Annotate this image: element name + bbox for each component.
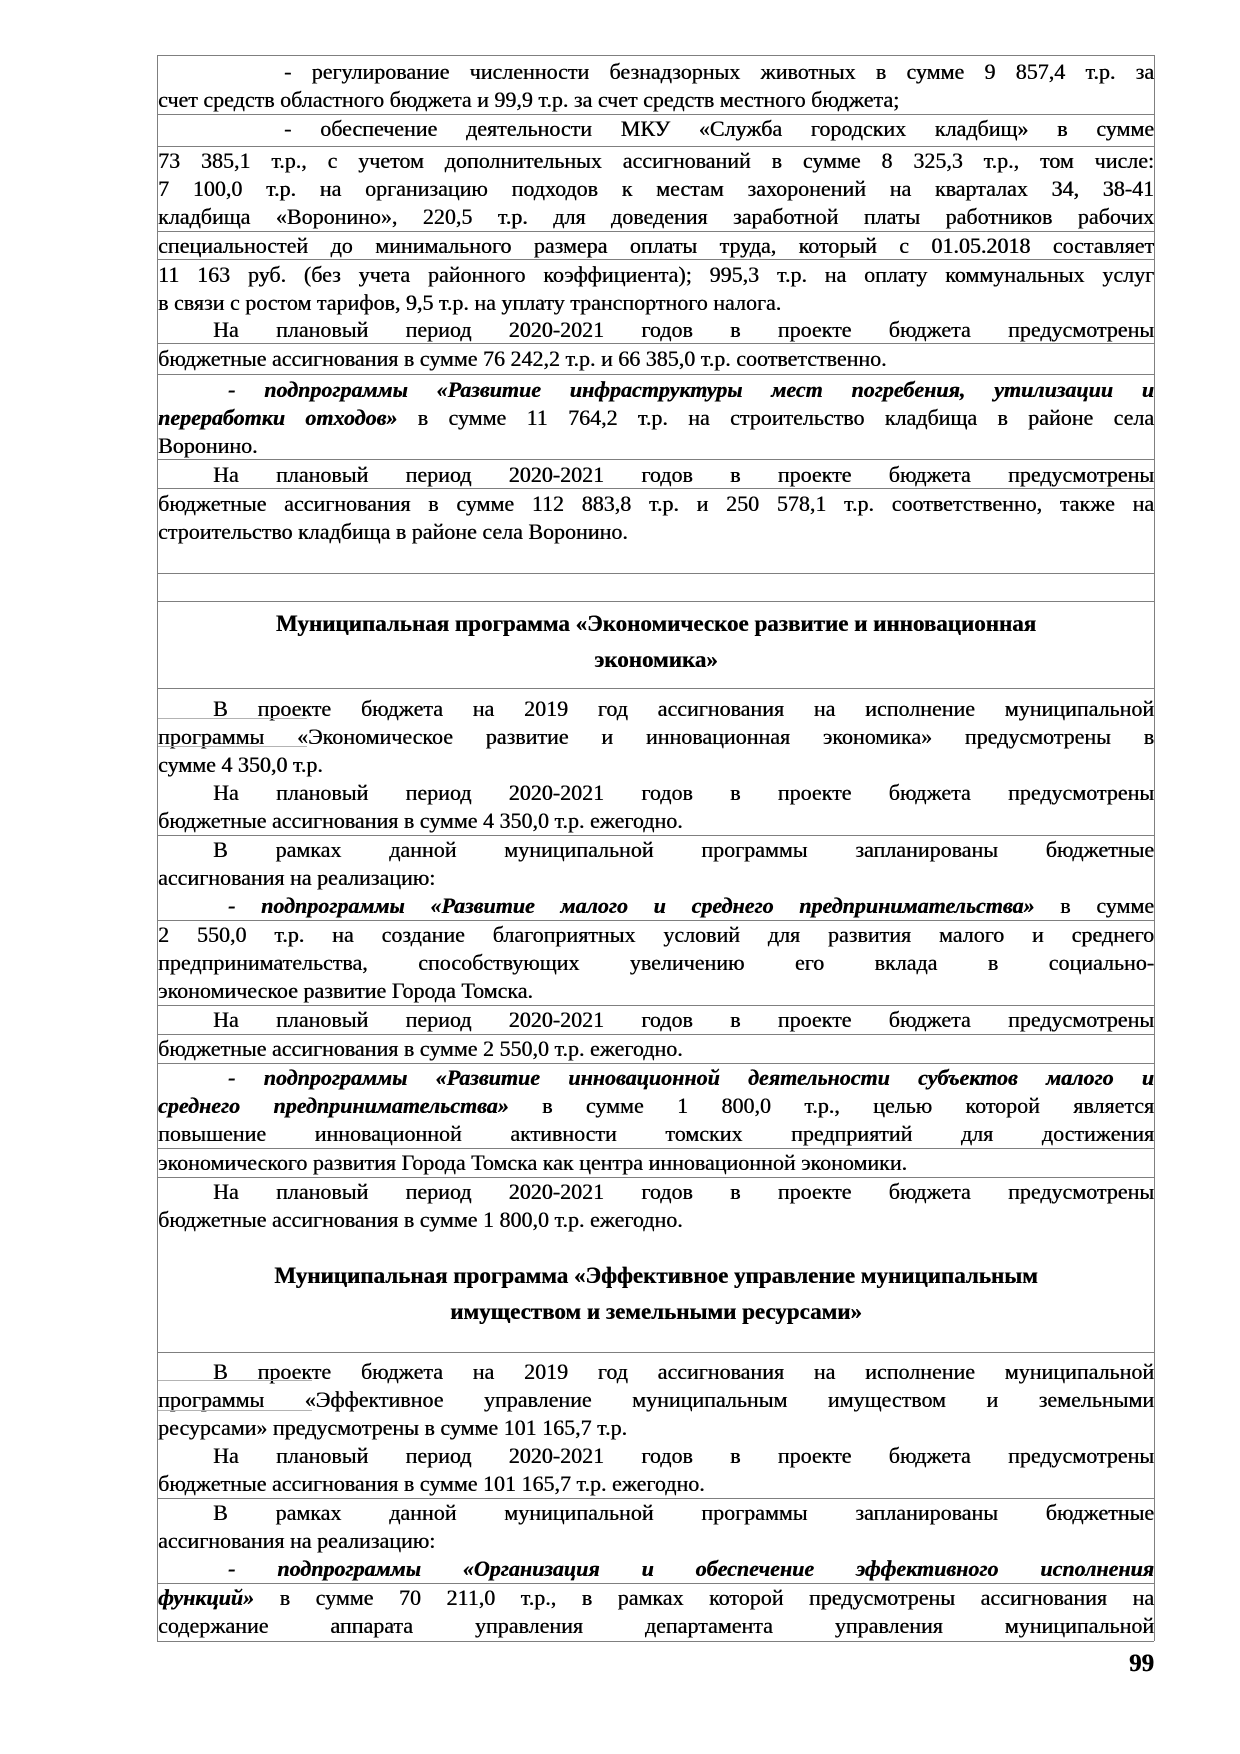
text-line (158, 921, 1154, 949)
text-line (158, 1555, 1154, 1583)
table-row-rule (157, 1148, 1154, 1149)
table-row-rule-partial (157, 1380, 312, 1381)
body-text: в связи с ростом тарифов, 9,5 т.р. на уплату транспортного налога. (158, 290, 782, 315)
section-heading-line (158, 1262, 1154, 1290)
text-line (158, 1149, 1154, 1177)
text-line (158, 404, 1154, 432)
text-line (158, 289, 1154, 317)
table-row-rule (157, 55, 1154, 56)
table-row-rule (157, 1641, 1154, 1642)
table-row-rule (157, 920, 1154, 921)
text-line (158, 1035, 1154, 1063)
table-row-rule (157, 1498, 1154, 1499)
text-line (158, 1442, 1154, 1470)
body-text: специальностей до минимального размера оплаты труда, который с 01.05.2018 составляет (158, 233, 1154, 258)
table-row-rule-partial (157, 746, 307, 747)
subprogram-name-text: переработки отходов» (158, 405, 398, 430)
table-row-rule (157, 1583, 1154, 1584)
text-line (158, 751, 1154, 779)
table-row-rule (157, 688, 1154, 689)
body-text: имуществом и земельными ресурсами» (450, 1299, 862, 1324)
body-text: Муниципальная программа «Эффективное управление муниципальным (274, 1263, 1038, 1288)
body-text: Муниципальная программа «Экономическое развитие и инновационная (275, 611, 1037, 636)
body-text: сумме 4 350,0 т.р. (158, 752, 323, 777)
text-line (158, 261, 1154, 289)
text-line (158, 147, 1154, 175)
text-line (158, 86, 1154, 114)
text-line (158, 518, 1154, 546)
body-text: На плановый период 2020-2021 годов в проекте бюджета предусмотрены (213, 462, 1154, 487)
text-line (158, 892, 1154, 920)
table-border-right (1154, 55, 1155, 1641)
text-line (158, 779, 1154, 807)
body-text: В рамках данной муниципальной программы запланированы бюджетные (213, 1500, 1154, 1525)
body-text: в сумме 11 764,2 т.р. на строительство кладбища в районе села (397, 405, 1154, 430)
body-text: бюджетные ассигнования в сумме 1 800,0 т.р. ежегодно. (158, 1207, 683, 1232)
table-row-rule (157, 1177, 1154, 1178)
subprogram-name-text: - подпрограммы «Развитие инновационной деятельности субъектов малого и (228, 1065, 1154, 1090)
text-line (158, 723, 1154, 751)
table-row-rule-partial (157, 718, 307, 719)
body-text: содержание аппарата управления департамента управления муниципальной (158, 1613, 1154, 1638)
body-text: Воронино. (158, 433, 258, 458)
table-row-rule (157, 573, 1154, 574)
body-text: бюджетные ассигнования в сумме 112 883,8 т.р. и 250 578,1 т.р. соответственно, также на (158, 491, 1154, 516)
text-line (158, 1470, 1154, 1498)
table-row-rule (157, 1352, 1154, 1353)
text-line (158, 1414, 1154, 1442)
table-row-rule (157, 146, 1154, 147)
subprogram-name-text: - подпрограммы «Развитие малого и среднего предпринимательства» (228, 893, 1035, 918)
table-row-rule (157, 343, 1154, 344)
section-heading-line (158, 1298, 1154, 1326)
table-row-rule (157, 1063, 1154, 1064)
subprogram-name-text: среднего предпринимательства» (158, 1093, 509, 1118)
body-text: 11 163 руб. (без учета районного коэффициента); 995,3 т.р. на оплату коммунальных услуг (158, 262, 1154, 287)
body-text: 73 385,1 т.р., с учетом дополнительных ассигнований в сумме 8 325,3 т.р., том числе: (158, 148, 1154, 173)
table-row-rule (157, 374, 1154, 375)
table-row-rule (157, 459, 1154, 460)
text-line (158, 58, 1154, 86)
body-text: строительство кладбища в районе села Воронино. (158, 519, 628, 544)
table-row-rule (157, 1034, 1154, 1035)
body-text: ресурсами» предусмотрены в сумме 101 165,7 т.р. (158, 1415, 627, 1440)
body-text: 7 100,0 т.р. на организацию подходов к местам захоронений на кварталах 34, 38-41 (158, 176, 1154, 201)
text-line (158, 836, 1154, 864)
body-text: в сумме (1034, 893, 1154, 918)
text-line (158, 977, 1154, 1005)
text-line (158, 175, 1154, 203)
body-text: На плановый период 2020-2021 годов в проекте бюджета предусмотрены (213, 1179, 1154, 1204)
text-line (158, 232, 1154, 260)
body-text: На плановый период 2020-2021 годов в проекте бюджета предусмотрены (213, 1443, 1154, 1468)
body-text: в сумме 70 211,0 т.р., в рамках которой предусмотрены ассигнования на (254, 1585, 1154, 1610)
body-text: - регулирование численности безнадзорных животных в сумме 9 857,4 т.р. за (284, 59, 1154, 84)
text-line (158, 1206, 1154, 1234)
text-line (158, 115, 1154, 143)
body-text: - обеспечение деятельности МКУ «Служба городских кладбищ» в сумме (284, 116, 1154, 141)
text-line (158, 345, 1154, 373)
body-text: бюджетные ассигнования в сумме 76 242,2 т.р. и 66 385,0 т.р. соответственно. (158, 346, 887, 371)
text-line (158, 1092, 1154, 1120)
body-text: ассигнования на реализацию: (158, 1528, 436, 1553)
table-row-rule (157, 601, 1154, 602)
text-line (158, 1527, 1154, 1555)
body-text: В проекте бюджета на 2019 год ассигнования на исполнение муниципальной (213, 1359, 1154, 1384)
body-text: экономика» (594, 647, 718, 672)
text-line (158, 1064, 1154, 1092)
table-row-rule (157, 488, 1154, 489)
body-text: На плановый период 2020-2021 годов в проекте бюджета предусмотрены (213, 317, 1154, 342)
table-row-rule (157, 259, 1154, 260)
text-line (158, 376, 1154, 404)
body-text: 2 550,0 т.р. на создание благоприятных условий для развития малого и среднего (158, 922, 1154, 947)
body-text: счет средств областного бюджета и 99,9 т.р. за счет средств местного бюджета; (158, 87, 900, 112)
body-text: кладбища «Воронино», 220,5 т.р. для доведения заработной платы работников рабочих (158, 204, 1154, 229)
text-line (158, 949, 1154, 977)
body-text: В проекте бюджета на 2019 год ассигнования на исполнение муниципальной (213, 696, 1154, 721)
body-text: В рамках данной муниципальной программы запланированы бюджетные (213, 837, 1154, 862)
body-text: На плановый период 2020-2021 годов в проекте бюджета предусмотрены (213, 780, 1154, 805)
table-row-rule (157, 835, 1154, 836)
table-row-rule (157, 114, 1154, 115)
text-line (158, 316, 1154, 344)
subprogram-name-text: - подпрограммы «Развитие инфраструктуры мест погребения, утилизации и (228, 377, 1154, 402)
body-text: программы «Экономическое развитие и инновационная экономика» предусмотрены в (158, 724, 1154, 749)
text-line (158, 432, 1154, 460)
text-line (158, 864, 1154, 892)
subprogram-name-text: - подпрограммы «Организация и обеспечение эффективного исполнения (228, 1556, 1154, 1581)
body-text: предпринимательства, способствующих увеличению его вклада в социально- (158, 950, 1154, 975)
text-line (158, 1006, 1154, 1034)
text-line (158, 203, 1154, 231)
text-line (158, 490, 1154, 518)
section-heading-line (158, 646, 1154, 674)
text-line (158, 461, 1154, 489)
text-line (158, 1358, 1154, 1386)
body-text: ассигнования на реализацию: (158, 865, 436, 890)
page-number: 99 (1129, 1650, 1154, 1677)
body-text: в сумме 1 800,0 т.р., целью которой является (508, 1093, 1154, 1118)
text-line (158, 807, 1154, 835)
text-line (158, 1612, 1154, 1640)
body-text: На плановый период 2020-2021 годов в проекте бюджета предусмотрены (213, 1007, 1154, 1032)
subprogram-name-text: функций» (158, 1585, 255, 1610)
text-line (158, 1120, 1154, 1148)
text-line (158, 1584, 1154, 1612)
table-row-rule-partial (157, 1410, 312, 1411)
text-line (158, 695, 1154, 723)
text-line (158, 1499, 1154, 1527)
body-text: экономическое развитие Города Томска. (158, 978, 533, 1003)
table-row-rule (157, 1005, 1154, 1006)
body-text: бюджетные ассигнования в сумме 101 165,7 т.р. ежегодно. (158, 1471, 705, 1496)
body-text: бюджетные ассигнования в сумме 2 550,0 т.р. ежегодно. (158, 1036, 683, 1061)
section-heading-line (158, 610, 1154, 638)
body-text: программы «Эффективное управление муниципальным имуществом и земельными (158, 1387, 1154, 1412)
text-line (158, 1178, 1154, 1206)
table-row-rule (157, 231, 1154, 232)
body-text: бюджетные ассигнования в сумме 4 350,0 т.р. ежегодно. (158, 808, 683, 833)
table-border-left (157, 55, 158, 1641)
body-text: повышение инновационной активности томских предприятий для достижения (158, 1121, 1154, 1146)
body-text: экономического развития Города Томска как центра инновационной экономики. (158, 1150, 907, 1175)
